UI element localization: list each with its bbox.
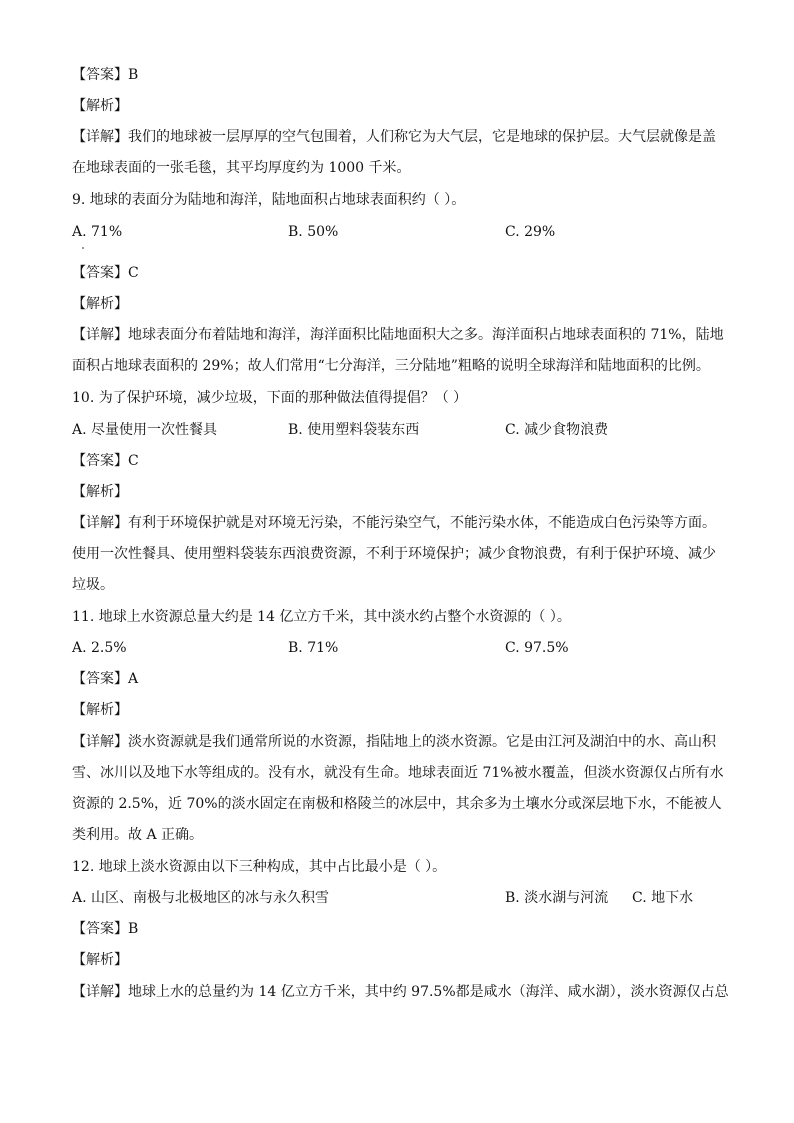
q10-option-c: C. 减少食物浪费 bbox=[505, 422, 609, 438]
q10-option-b: B. 使用塑料袋装东西 bbox=[288, 422, 420, 438]
q12-question: 12. 地球上淡水资源由以下三种构成，其中占比最小是（ ）。 bbox=[72, 859, 447, 875]
q9-detail-line-2: 面积占地球表面积的 29%；故人们常用“七分海洋，三分陆地”粗略的说明全球海洋和陆地面积的比例。 bbox=[72, 358, 710, 374]
q12-detail-line-1 bbox=[72, 982, 729, 1002]
answer-value: B bbox=[128, 921, 139, 937]
q12-option-a: A. 山区、南极与北极地区的冰与永久积雪 bbox=[72, 890, 330, 906]
answer-tag: 【答案】 bbox=[72, 921, 128, 937]
q9-option-c: C. 29% bbox=[505, 224, 556, 240]
detail-tag: 【详解】 bbox=[72, 515, 128, 531]
stray-dot bbox=[82, 247, 84, 249]
q10-detail-line-2: 使用一次性餐具、使用塑料袋装东西浪费资源，不利于环境保护；减少食物浪费，有利于保护环境、减少 bbox=[72, 546, 716, 562]
q11-option-c: C. 97.5% bbox=[505, 640, 569, 656]
q12-options bbox=[72, 888, 722, 908]
q9-option-a: A. 71% bbox=[72, 224, 123, 240]
q11-answer-line bbox=[72, 669, 722, 689]
answer-tag: 【答案】 bbox=[72, 67, 128, 83]
detail-text: 我们的地球被一层厚厚的空气包围着，人们称它为大气层，它是地球的保护层。大气层就像是盖 bbox=[128, 129, 716, 145]
q8-analysis-tag: 【解析】 bbox=[72, 98, 128, 114]
q10-analysis-tag: 【解析】 bbox=[72, 484, 128, 500]
q10-options bbox=[72, 420, 722, 440]
q11-detail-line-2: 雪、冰川以及地下水等组成的。没有水，就没有生命。地球表面近 71%被水覆盖，但淡水资源仅占所有水 bbox=[72, 765, 724, 781]
q10-detail-line-3: 垃圾。 bbox=[72, 577, 114, 593]
q9-detail-line-1 bbox=[72, 325, 722, 345]
detail-text: 地球上水的总量约为 14 亿立方千米，其中约 97.5%都是咸水（海洋、咸水湖），淡水资源仅占总 bbox=[128, 984, 729, 1000]
answer-tag: 【答案】 bbox=[72, 671, 128, 687]
q11-detail-line-3: 资源的 2.5%，近 70%的淡水固定在南极和格陵兰的冰层中，其余多为土壤水分或深层地下水，不能被人 bbox=[72, 796, 722, 812]
q9-question: 9. 地球的表面分为陆地和海洋，陆地面积占地球表面积约（ ）。 bbox=[72, 192, 466, 208]
q9-analysis-tag: 【解析】 bbox=[72, 296, 128, 312]
detail-tag: 【详解】 bbox=[72, 984, 128, 1000]
q10-answer-line bbox=[72, 451, 722, 471]
detail-tag: 【详解】 bbox=[72, 734, 128, 750]
detail-tag: 【详解】 bbox=[72, 327, 128, 343]
q10-question: 10. 为了保护环境，减少垃圾，下面的那种做法值得提倡？（ ） bbox=[72, 390, 468, 406]
q9-option-b: B. 50% bbox=[288, 224, 339, 240]
answer-tag: 【答案】 bbox=[72, 453, 128, 469]
q9-options bbox=[72, 222, 722, 242]
q10-detail-line-1 bbox=[72, 513, 722, 533]
answer-value: A bbox=[128, 671, 139, 687]
detail-text: 有利于环境保护就是对环境无污染，不能污染空气，不能污染水体，不能造成白色污染等方面。 bbox=[128, 515, 716, 531]
q11-analysis-tag: 【解析】 bbox=[72, 702, 128, 718]
answer-value: B bbox=[128, 67, 139, 83]
detail-text: 地球表面分布着陆地和海洋，海洋面积比陆地面积大之多。海洋面积占地球表面积的 71%，陆地 bbox=[128, 327, 724, 343]
q9-answer-line bbox=[72, 263, 722, 283]
q11-detail-line-4: 类利用。故 A 正确。 bbox=[72, 827, 204, 843]
q8-answer-line bbox=[72, 65, 722, 85]
answer-value: C bbox=[128, 265, 139, 281]
detail-text: 淡水资源就是我们通常所说的水资源，指陆地上的淡水资源。它是由江河及湖泊中的水、高山积 bbox=[128, 734, 716, 750]
q12-option-c: C. 地下水 bbox=[632, 890, 694, 906]
q12-option-b: B. 淡水湖与河流 bbox=[505, 890, 609, 906]
q11-option-a: A. 2.5% bbox=[72, 640, 127, 656]
answer-tag: 【答案】 bbox=[72, 265, 128, 281]
q10-option-a: A. 尽量使用一次性餐具 bbox=[72, 422, 218, 438]
q12-analysis-tag: 【解析】 bbox=[72, 952, 128, 968]
q11-question: 11. 地球上水资源总量大约是 14 亿立方千米，其中淡水约占整个水资源的（ ）。 bbox=[72, 609, 571, 625]
q8-detail-line-2: 在地球表面的一张毛毯，其平均厚度约为 1000 千米。 bbox=[72, 160, 411, 176]
q8-detail-line-1 bbox=[72, 127, 722, 147]
answer-value: C bbox=[128, 453, 139, 469]
q11-options bbox=[72, 638, 722, 658]
detail-tag: 【详解】 bbox=[72, 129, 128, 145]
q11-option-b: B. 71% bbox=[288, 640, 339, 656]
q12-answer-line bbox=[72, 919, 722, 939]
q11-detail-line-1 bbox=[72, 732, 722, 752]
